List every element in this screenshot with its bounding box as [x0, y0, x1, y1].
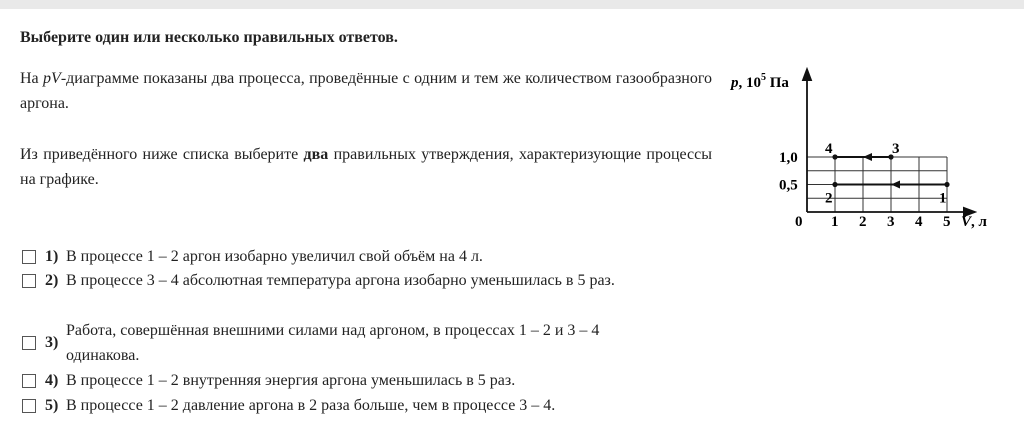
para2-text-a: Из приведённого ниже списка выберите	[20, 146, 304, 163]
point-label-3: 3	[892, 141, 900, 157]
x-tick-label: 2	[859, 214, 867, 230]
answer-option-1[interactable]	[22, 244, 636, 269]
pv-diagram	[725, 62, 1005, 237]
para2-bold: два	[303, 146, 329, 163]
option-text: В процессе 1 – 2 внутренняя энергия аргона уменьшилась в 5 раз.	[66, 372, 516, 389]
task-heading: Выберите один или несколько правильных ответов.	[20, 29, 398, 46]
option-text: В процессе 3 – 4 абсолютная температура аргона изобарно уменьшилась в 5 раз.	[66, 272, 615, 289]
x-tick-label: 4	[915, 214, 923, 230]
option-number: 5)	[45, 396, 59, 414]
option-number: 1)	[45, 247, 59, 265]
p-axis-label: p, $10^5$ Па	[731, 72, 789, 91]
option-checkbox[interactable]	[22, 274, 36, 288]
state-point-1	[944, 182, 949, 187]
y-tick-label: 0,5	[779, 177, 798, 194]
task-paragraph-1	[20, 66, 712, 116]
answer-option-5[interactable]	[22, 393, 636, 418]
option-number: 2)	[45, 271, 59, 289]
point-label-1: 1	[939, 190, 947, 207]
x-tick-label: 3	[887, 214, 895, 230]
task-paragraph-2	[20, 142, 712, 192]
option-checkbox[interactable]	[22, 399, 36, 413]
para1-text-b: -диаграмме показаны два процесса, проведённые с одним и тем же количеством газообразного аргона.	[20, 70, 712, 112]
p-unit: Па	[766, 75, 789, 91]
state-point-2	[832, 182, 837, 187]
answer-option-3[interactable]	[22, 318, 636, 368]
x-tick-label: 1	[831, 214, 839, 230]
option-checkbox[interactable]	[22, 374, 36, 388]
process-arrow-1-2	[891, 181, 900, 189]
process-arrow-3-4	[863, 153, 872, 161]
top-bar	[0, 0, 1024, 9]
para1-pv: pV	[43, 70, 61, 87]
para2-text-b: правильных утверждения, характеризующие процессы на графике.	[20, 146, 713, 188]
state-point-4	[832, 154, 837, 159]
option-text: В процессе 1 – 2 давление аргона в 2 раза больше, чем в процессе 3 – 4.	[66, 397, 556, 414]
option-text: Работа, совершённая внешними силами над аргоном, в процессах 1 – 2 и 3 – 4 одинакова.	[66, 322, 600, 364]
para1-text-a: На	[20, 70, 44, 87]
answer-option-4[interactable]	[22, 368, 636, 393]
answer-option-2[interactable]	[22, 268, 636, 293]
option-checkbox[interactable]	[22, 336, 36, 350]
option-number: 3)	[45, 334, 59, 351]
x-tick-label: 5	[943, 214, 951, 230]
point-label-2: 2	[825, 190, 833, 207]
origin-label: 0	[795, 214, 803, 230]
y-tick-label: 1,0	[779, 150, 798, 166]
option-text: В процессе 1 – 2 аргон изобарно увеличил свой объём на 4 л.	[66, 248, 483, 265]
point-label-4: 4	[825, 141, 833, 157]
v-axis-label: V, л	[961, 214, 987, 230]
option-checkbox[interactable]	[22, 250, 36, 264]
option-number: 4)	[45, 371, 59, 389]
p-exp: 5	[761, 72, 766, 83]
